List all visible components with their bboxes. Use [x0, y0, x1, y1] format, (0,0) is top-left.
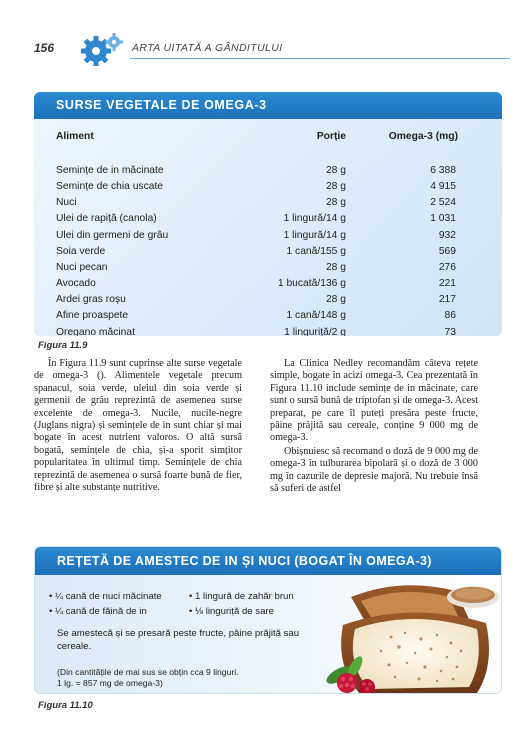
cell-aliment: Avocado: [56, 278, 96, 290]
table-row: [56, 276, 458, 292]
column-header-aliment: Aliment: [56, 130, 94, 142]
cell-portie: 1 cană/148 g: [286, 310, 346, 322]
bullet-icon: •: [189, 606, 196, 617]
ingredient-item: [189, 591, 294, 602]
cell-omega3: 2 524: [430, 197, 456, 209]
table-row: [56, 292, 458, 308]
figure-caption-11-10: Figura 11.10: [38, 700, 93, 711]
bullet-icon: •: [49, 591, 56, 602]
cell-portie: 1 linguriță/2 g: [284, 326, 346, 336]
cell-portie: 28 g: [325, 197, 346, 209]
table-row: [56, 259, 458, 275]
cell-portie: 28 g: [325, 164, 346, 176]
text-column-right: [270, 358, 478, 496]
cell-portie: 28 g: [325, 261, 346, 273]
table-row: [56, 178, 458, 194]
table-row: [56, 308, 458, 324]
recipe-box: [34, 546, 502, 694]
cell-omega3: 73: [444, 326, 456, 336]
cell-omega3: 1 031: [430, 213, 456, 225]
body-paragraph: Obișnuiesc să recomand o doză de 9 000 mg de omega-3 în tulburarea bipolară și o doză de 3 000 mg în cazurile de depresie majoră. Nu trebuie însă să suferi de astfel: [270, 445, 478, 495]
figure-caption-11-9: Figura 11.9: [38, 340, 88, 351]
cell-omega3: 569: [438, 245, 456, 257]
text-column-left: [34, 358, 242, 495]
column-header-portie: Porție: [316, 130, 346, 142]
ingredient-text: ¼ cană de nuci măcinate: [55, 591, 162, 602]
cell-aliment: Oregano măcinat: [56, 326, 135, 336]
table-row: [56, 195, 458, 211]
ingredient-text: ⅛ linguriță de sare: [195, 606, 274, 617]
running-title: ARTA UITATĂ A GÂNDITULUI: [132, 42, 283, 54]
cell-portie: 28 g: [325, 294, 346, 306]
recipe-instructions: Se amestecă și se presară peste fructe, pâine prăjită sau cereale.: [57, 628, 300, 652]
table-row: [56, 162, 458, 178]
cell-omega3: 932: [438, 229, 456, 241]
table-spacer: [56, 146, 458, 162]
column-header-omega3: Omega-3 (mg): [388, 130, 458, 142]
bullet-icon: •: [189, 591, 196, 602]
ingredient-item: [49, 606, 147, 617]
cell-aliment: Semințe de chia uscate: [56, 180, 164, 192]
recipe-note-line: (Din cantitățile de mai sus se obțin cca 9 linguri.: [57, 667, 239, 677]
recipe-body: [35, 575, 501, 694]
cell-aliment: Nuci: [56, 197, 77, 209]
recipe-note: [57, 667, 307, 689]
table-row: [56, 243, 458, 259]
table-header-row: [56, 126, 458, 146]
ingredient-text: 1 lingură de zahăr brun: [195, 591, 294, 602]
cell-omega3: 217: [438, 294, 456, 306]
bullet-icon: •: [49, 606, 56, 617]
cell-aliment: Ulei din germeni de grâu: [56, 229, 169, 241]
cell-aliment: Soia verde: [56, 245, 106, 257]
cell-portie: 1 bucată/136 g: [277, 278, 346, 290]
table-row: [56, 324, 458, 336]
recipe-note-line: 1 lg. = 857 mg de omega-3): [57, 678, 163, 688]
cell-aliment: Ulei de rapiță (canola): [56, 213, 157, 225]
toast-illustration: [281, 575, 501, 694]
cell-portie: 1 cană/155 g: [286, 245, 346, 257]
cell-aliment: Afine proaspete: [56, 310, 129, 322]
cell-portie: 28 g: [325, 180, 346, 192]
cell-portie: 1 lingură/14 g: [283, 229, 346, 241]
header-rule: [130, 58, 510, 59]
recipe-title: REȚETĂ DE AMESTEC DE IN ȘI NUCI (BOGAT ÎN OMEGA-3): [57, 554, 432, 568]
ingredient-item: [49, 591, 162, 602]
table-row: [56, 227, 458, 243]
table-banner: [34, 92, 502, 119]
recipe-banner: [35, 547, 501, 575]
cell-omega3: 4 915: [430, 180, 456, 192]
page-number: 156: [34, 41, 55, 55]
cell-aliment: Semințe de in măcinate: [56, 164, 164, 176]
ingredient-item: [189, 606, 274, 617]
cell-omega3: 276: [438, 261, 456, 273]
page-header: [34, 32, 504, 66]
cell-aliment: Nuci pecan: [56, 261, 108, 273]
table-row: [56, 211, 458, 227]
body-paragraph: La Clinica Nedley recomandăm câteva rețete simple, bogate în acizi omega-3. Cea prezentată în Figura 11.10 include semințe de in măcinate, care sunt o sursă bună de triptofan și de omega-3. Acest preparat, pe care îl puteți presăra peste fructe, pâine prăjită sau cereale, conține 9 000 mg de omega-3.: [270, 358, 478, 444]
gear-icon: [78, 32, 126, 68]
body-paragraph: În Figura 11.9 sunt cuprinse alte surse vegetale de omega-3 (). Alimentele vegetale precum spanacul, soia verde, uleiul din soia verde și germenii de grâu reprezintă de asemenea surse excelente de omega-3. Nucile, nucile-negre (Juglans nigra) și semințele de in sunt chiar și mai bogate în acest nutrient valoros. O altă sursă bogată, semințele de chia, și-a sporit simțitor popularitatea în ultimul timp. Semințele de chia reprezintă de asemenea o sursă foarte bună de fier, fibre și alte substanțe nutritive.: [34, 358, 242, 494]
cell-omega3: 6 388: [430, 164, 456, 176]
cell-omega3: 221: [438, 278, 456, 290]
cell-omega3: 86: [444, 310, 456, 322]
omega3-table-box: [34, 92, 502, 336]
table-title: SURSE VEGETALE DE OMEGA-3: [56, 98, 267, 112]
cell-portie: 1 lingură/14 g: [283, 213, 346, 225]
ingredient-text: ¼ cană de făină de in: [55, 606, 147, 617]
omega3-table: [56, 126, 458, 336]
cell-aliment: Ardei gras roșu: [56, 294, 126, 306]
